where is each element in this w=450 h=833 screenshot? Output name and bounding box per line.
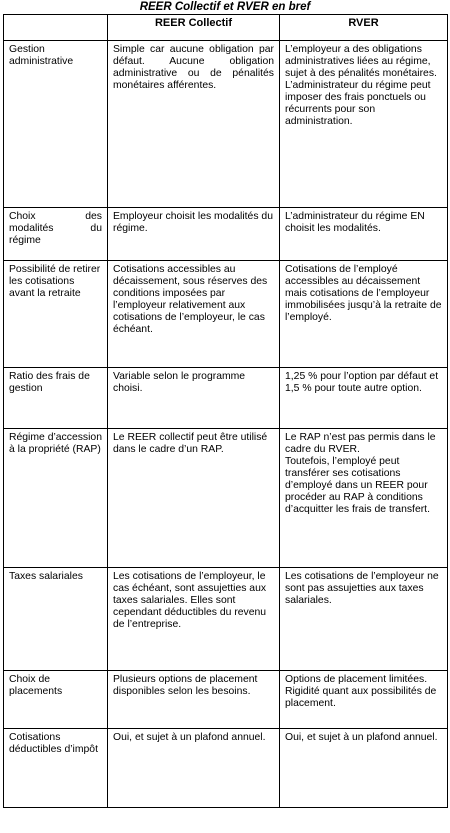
rver-cell: Oui, et sujet à un plafond annuel. (280, 729, 448, 808)
table-row (4, 429, 448, 568)
document-title: REER Collectif et RVER en bref (139, 1, 311, 13)
table-row (4, 729, 448, 808)
table-row (4, 41, 448, 208)
reer-cell: Plusieurs options de placement disponibles selon les besoins. (108, 671, 280, 729)
rver-cell: Les cotisations de l’employeur ne sont pas assujetties aux taxes salariales. (280, 568, 448, 671)
rver-cell: L’employeur a des obligations administratives liées au régime, sujet à des pénalités monétaires. L’administrateur du régime peut imposer des frais ponctuels ou récurrents pour son administration. (280, 41, 448, 208)
row-label: Cotisations déductibles d’impôt (4, 729, 108, 808)
reer-cell: Le REER collectif peut être utilisé dans le cadre d’un RAP. (108, 429, 280, 568)
table-row (4, 261, 448, 368)
table-row (4, 368, 448, 429)
header-rver: RVER (280, 15, 448, 41)
table-row (4, 671, 448, 729)
reer-cell: Variable selon le programme choisi. (108, 368, 280, 429)
rver-cell: 1,25 % pour l’option par défaut et 1,5 % pour toute autre option. (280, 368, 448, 429)
comparison-table (3, 14, 448, 808)
reer-cell: Employeur choisit les modalités du régime. (108, 208, 280, 261)
rver-cell: Cotisations de l’employé accessibles au décaissement mais cotisations de l’employeur immobilisées jusqu’à la retraite de l’employé. (280, 261, 448, 368)
rver-cell: L’administrateur du régime EN choisit les modalités. (280, 208, 448, 261)
row-label: Ratio des frais de gestion (4, 368, 108, 429)
row-label: Gestion administrative (4, 41, 108, 208)
reer-cell: Simple car aucune obligation par défaut. Aucune obligation administrative ou de pénalités monétaires afférentes. (108, 41, 280, 208)
rver-cell: Options de placement limitées. Rigidité quant aux possibilités de placement. (280, 671, 448, 729)
table-row (4, 568, 448, 671)
rver-cell: Le RAP n’est pas permis dans le cadre du RVER. Toutefois, l’employé peut transférer ses cotisations d’employé dans un REER pour procéder au RAP à conditions d’acquitter les frais de transfert. (280, 429, 448, 568)
row-label: Possibilité de retirer les cotisations avant la retraite (4, 261, 108, 368)
row-label: Taxes salariales (4, 568, 108, 671)
reer-cell: Oui, et sujet à un plafond annuel. (108, 729, 280, 808)
header-empty (4, 15, 108, 41)
reer-cell: Les cotisations de l’employeur, le cas échéant, sont assujetties aux taxes salariales. Elles sont cependant déductibles du revenu de l’entreprise. (108, 568, 280, 671)
row-label: Régime d’accession à la propriété (RAP) (4, 429, 108, 568)
table-row (4, 208, 448, 261)
reer-cell: Cotisations accessibles au décaissement, sous réserves des conditions imposées par l’employeur relativement aux cotisations de l’employeur, le cas échéant. (108, 261, 280, 368)
header-reer-collectif: REER Collectif (108, 15, 280, 41)
header-row (4, 15, 448, 41)
row-label: Choix des modalités du régime (4, 208, 108, 261)
row-label: Choix de placements (4, 671, 108, 729)
